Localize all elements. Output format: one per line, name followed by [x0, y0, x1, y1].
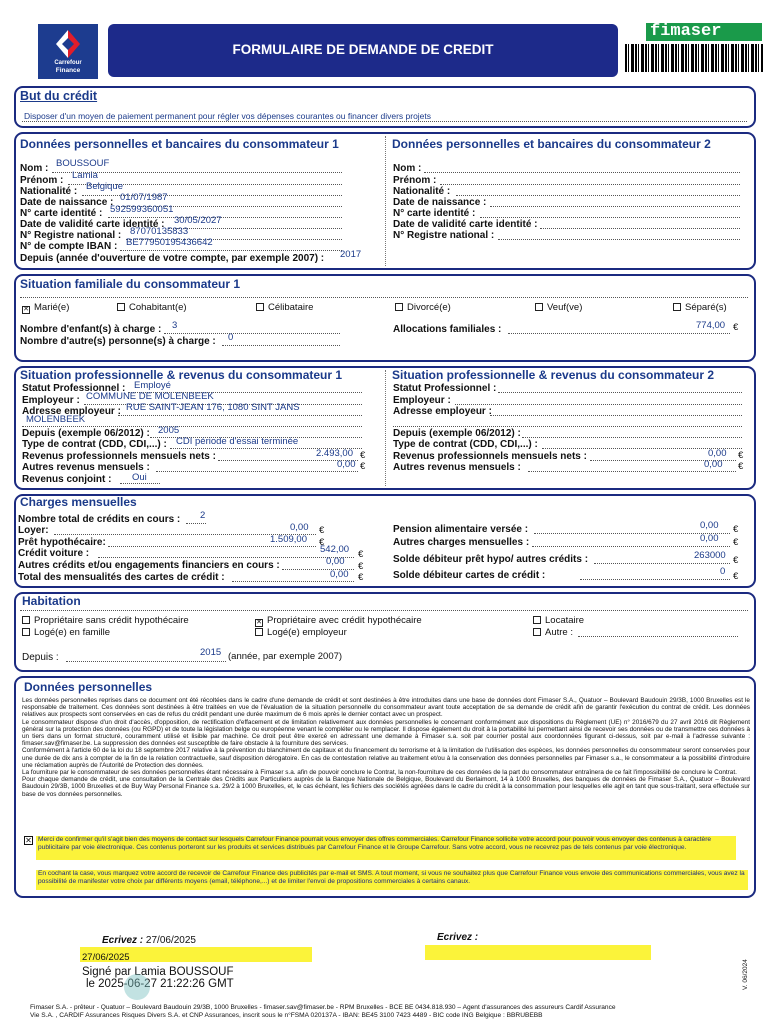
option-celibataire[interactable]: [256, 302, 313, 313]
c2-nom-label: Nom :: [393, 163, 422, 174]
written-date-value: 27/06/2025: [82, 952, 130, 963]
c1-prenom-label: Prénom :: [20, 175, 64, 186]
p2-depuis-label: Depuis (exemple 06/2012) :: [393, 428, 521, 439]
p2-employeur-dots: [455, 396, 742, 405]
ch-pension-euro: €: [733, 524, 739, 535]
autres-label: Nombre d'autre(s) personne(s) à charge :: [20, 336, 216, 347]
c1-validite-value[interactable]: 30/05/2027: [174, 215, 222, 226]
ch-solde-hypo-value[interactable]: 263000: [694, 550, 726, 561]
c1-iban-label: N° de compte IBAN :: [20, 241, 118, 252]
p1-adresse-label: Adresse employeur :: [22, 406, 121, 417]
option-celibataire-label: Célibataire: [268, 302, 314, 313]
ch-autres-credits-euro: €: [358, 561, 364, 572]
option-veuf[interactable]: [535, 302, 582, 313]
allocations-value[interactable]: 774,00: [696, 320, 726, 331]
consent-text-2: En cochant la case, vous marquez votre accord de recevoir de Carrefour Finance des publicités par e-mail et SMS. A tout moment, si vous ne souhaitez plus que Carrefour Finance vous envoie des communications commerciales, vous avez la possibilité de manifester votre choix par différents moyens (email, téléphone,...) et de limiter l'envoi de propositions commerciales à certains canaux.: [38, 870, 745, 885]
version-label: V. 06/2024: [742, 959, 749, 990]
footer: [30, 1004, 720, 1020]
donnees-title: Données personnelles: [24, 680, 153, 694]
ch-solde-cartes-dots: [580, 571, 730, 580]
checkbox-icon: [255, 628, 263, 636]
hab-option-locataire-label: Locataire: [545, 615, 585, 626]
c2-carte-label: N° carte identité :: [393, 208, 476, 219]
hab-option-prop-avec-label: Propriétaire avec crédit hypothécaire: [267, 615, 422, 626]
familiale-title: Situation familiale du consommateur 1: [20, 277, 241, 291]
hab-option-locataire[interactable]: [533, 615, 584, 626]
p2-adresse-dots2: [393, 418, 742, 427]
ch-voiture-dots: [98, 549, 354, 558]
p1-revenus-value[interactable]: 2.493,00: [316, 448, 353, 459]
ch-hypo-value[interactable]: 1.509,00: [270, 534, 307, 545]
p2-revenus-value[interactable]: 0,00: [708, 448, 727, 459]
signature-stamp: [82, 966, 242, 990]
habitation-title: Habitation: [22, 594, 81, 608]
ch-autres-charges-value[interactable]: 0,00: [700, 533, 719, 544]
c2-prenom-dots: [440, 176, 740, 185]
autres-value[interactable]: 0: [228, 332, 234, 343]
donnees-para-2: Le consommateur dispose d'un droit d'accès, d'opposition, de rectification d'effacement et de limitation relativement aux données personnelles le concernant conformément aux dispositions du Règlement (UE) n° 2016/679 du 27 avril 2016 dit Règlement général sur la protection des données (ou RGPD) et de toute la législation belge ou européenne venant le compléter ou le remplacer. Il dispose également du droit à la portabilité lui permettant ainsi de recevoir ses données ou de transmettre ces données à un tiers dans un format structuré, couramment utilisé et lisible par machine. Ce droit peut être exercé en adressant une demande à Fimaser s.a. soit par courrier postal aux coordonnées figurant ci-dessus, soit par e-mail à l'adresse suivante : fimaser.sav@fimaser.be. La suppression des données est susceptible de faire obstacle à la fourniture des services.: [22, 718, 750, 748]
hab-option-prop-sans[interactable]: [22, 615, 189, 626]
c2-naissance-dots: [490, 198, 740, 207]
p1-adresse-value2[interactable]: MOLENBEEK: [26, 414, 86, 425]
p1-autres-label: Autres revenus mensuels :: [22, 462, 150, 473]
ch-pension-label: Pension alimentaire versée :: [393, 524, 529, 535]
option-marie[interactable]: [22, 302, 69, 314]
page-title: FORMULAIRE DE DEMANDE DE CREDIT: [232, 42, 494, 57]
pro2-title: Situation professionnelle & revenus du consommateur 2: [392, 368, 715, 382]
signed-by: Signé par Lamia BOUSSOUF: [82, 966, 234, 978]
ch-hypo-label: Prêt hypothécaire:: [18, 537, 106, 548]
checkbox-checked-icon: ✕: [256, 619, 262, 626]
charges-title: Charges mensuelles: [20, 495, 137, 509]
autres-dots: [222, 337, 340, 346]
hab-option-prop-sans-label: Propriétaire sans crédit hypothécaire: [34, 615, 189, 626]
checkbox-icon: [117, 303, 125, 311]
p2-adresse-dots: [490, 407, 742, 416]
donnees-para-3: Conformément à l'article 60 de la loi du 18 septembre 2017 relative à la prévention du blanchiment de capitaux et du financement du terrorisme et à la limitation de l'utilisation des espèces, les données personnelles du consommateur seront conservées pour une durée de dix ans à compter de la fin de la relation contractuelle, sauf disposition dérogatoire. En cas de contestation relative au traitement et/ou à la conservation des données personnelles par Fimaser s.a., le consommateur a la possibilité d'introduire une réclamation auprès de l'Autorité de Protection des données.: [22, 747, 750, 769]
consumer2-title: Données personnelles et bancaires du consommateur 2: [392, 137, 711, 151]
p1-depuis-value[interactable]: 2005: [158, 425, 180, 436]
c2-nationalite-label: Nationalité :: [393, 186, 451, 197]
p2-contrat-label: Type de contrat (CDD, CDI,...) :: [393, 439, 538, 450]
hab-option-employeur-label: Logé(e) employeur: [267, 627, 347, 638]
donnees-para-5: Pour chaque demande de crédit, une consultation de la Centrale des Crédits aux Particuliers auprès de la Banque Nationale de Belgique, Boulevard du Berlaimont, 14 à 1000 Bruxelles, des banques de données de Fimaser S.A., Quatuor – Boulevard Baudouin 29/3B, 1000 Bruxelles et de Buy Way Personal Finance s.a. 29/2 à 1000 Bruxelles, et, le cas échéant, les fichiers des sociétés agréées dans le cadre du crédit à la consommation pour lesquelles elle agit en tant que sous-traitant, sera effectuée sur base de vos données personnelles.: [22, 776, 750, 798]
p2-depuis-dots: [522, 429, 742, 438]
p1-autres-dots: [156, 463, 358, 472]
p2-employeur-label: Employeur :: [393, 395, 451, 406]
hab-option-famille-label: Logé(e) en famille: [34, 627, 111, 638]
c1-validite-label: Date de validité carte identité :: [20, 219, 165, 230]
p1-conjoint-value[interactable]: Oui: [132, 472, 147, 483]
p1-employeur-value[interactable]: COMMUNE DE MOLENBEEK: [86, 391, 214, 402]
ch-cartes-label: Total des mensualités des cartes de crédit :: [18, 572, 225, 583]
ch-solde-hypo-euro: €: [733, 555, 739, 566]
ch-cartes-euro: €: [358, 572, 364, 583]
option-separe-label: Séparé(s): [685, 302, 727, 313]
p1-autres-euro: €: [360, 461, 366, 472]
fimaser-text: fimaser: [650, 22, 722, 41]
c1-nationalite-value[interactable]: Belgique: [86, 181, 123, 192]
ch-pension-value[interactable]: 0,00: [700, 520, 719, 531]
footer-line1: Fimaser S.A. - prêteur - Quatuor – Boulevard Baudouin 29/3B, 1000 Bruxelles - fimaser.sav@fimaser.be - RPM Bruxelles - BCE BE 0434.818.930 – Agent d'assurances des assureurs Cardif Assurance: [30, 1004, 616, 1011]
checkbox-icon: [535, 303, 543, 311]
c2-registre-label: N° Registre national :: [393, 230, 495, 241]
hab-option-autre[interactable]: [533, 627, 573, 638]
donnees-text: [22, 697, 750, 798]
checkbox-icon: [533, 628, 541, 636]
checkbox-icon: [673, 303, 681, 311]
c1-prenom-value[interactable]: Lamia: [72, 170, 98, 181]
ch-total-value[interactable]: 2: [200, 510, 206, 521]
p2-revenus-euro: €: [738, 450, 744, 461]
c1-carte-value[interactable]: 592599360051: [110, 204, 174, 215]
brand-line1: Carrefour: [54, 60, 82, 66]
c1-iban-value[interactable]: BE77950195436642: [126, 237, 213, 248]
consent-checkbox[interactable]: ✕: [25, 836, 32, 845]
c1-nationalite-label: Nationalité :: [20, 186, 78, 197]
checkbox-icon: [395, 303, 403, 311]
checkbox-checked-icon: ✕: [23, 306, 29, 313]
p2-autres-value[interactable]: 0,00: [704, 459, 723, 470]
consumer-divider: [385, 136, 386, 266]
option-divorce[interactable]: [395, 302, 451, 313]
p2-adresse-label: Adresse employeur :: [393, 406, 492, 417]
p2-autres-euro: €: [738, 461, 744, 472]
ch-hypo-euro: €: [319, 537, 325, 548]
carrefour-logo: [38, 24, 98, 79]
option-divorce-label: Divorcé(e): [407, 302, 451, 313]
checkbox-icon: [533, 616, 541, 624]
p1-contrat-label: Type de contrat (CDD, CDI,...) :: [22, 439, 167, 450]
ecrivez1: [102, 935, 196, 946]
but-credit-dots: [22, 113, 747, 122]
consumer1-title: Données personnelles et bancaires du consommateur 1: [20, 137, 339, 151]
hab-option-famille[interactable]: [22, 627, 110, 638]
enfants-label: Nombre d'enfant(s) à charge :: [20, 324, 162, 335]
c2-carte-dots: [480, 209, 740, 218]
ch-total-label: Nombre total de crédits en cours :: [18, 514, 181, 525]
c1-registre-value[interactable]: 87070135833: [130, 226, 189, 237]
p1-statut-value[interactable]: Employé: [134, 380, 171, 391]
pro-divider: [385, 370, 386, 486]
signed-date: le 2025-06-27 21:22:26 GMT: [86, 978, 234, 990]
p1-statut-label: Statut Professionnel :: [22, 383, 126, 394]
checkbox-icon: [22, 616, 30, 624]
ch-autres-charges-euro: €: [733, 537, 739, 548]
hab-depuis-label: Depuis :: [22, 652, 59, 663]
ch-solde-cartes-label: Solde débiteur cartes de crédit :: [393, 570, 546, 581]
p1-revenus-label: Revenus professionnels mensuels nets :: [22, 451, 216, 462]
option-veuf-label: Veuf(ve): [547, 302, 583, 313]
hab-autre-dots: [578, 628, 738, 637]
ch-voiture-label: Crédit voiture :: [18, 548, 90, 559]
option-marie-label: Marié(e): [34, 302, 70, 313]
checkbox-icon: [22, 628, 30, 636]
footer-line2: Vie S.A. , CARDIF Assurances Risques Divers S.A. et CNP Assurances, inscrit sous le n°FSMA 020137A - IBAN: BE45 3100 7423 4489 - BIC code ING Belgique : BBRUBEBB: [30, 1012, 543, 1019]
fimaser-label: [646, 23, 762, 41]
c1-nom-label: Nom :: [20, 163, 49, 174]
ch-solde-cartes-euro: €: [733, 571, 739, 582]
p1-conjoint-label: Revenus conjoint :: [22, 474, 112, 485]
barcode: [625, 44, 763, 72]
signature-seal-icon: [124, 974, 150, 1000]
p1-depuis-label: Depuis (exemple 06/2012) :: [22, 428, 150, 439]
p1-adresse-dots2: [22, 418, 362, 427]
written-field-2[interactable]: [425, 945, 651, 960]
p1-contrat-value[interactable]: CDI période d'essai terminée: [176, 436, 299, 447]
form-title-banner: [108, 24, 618, 77]
consent-text-1: Merci de confirmer qu'il s'agit bien des moyens de contact sur lesquels Carrefour Finance pourrait vous envoyer des offres commerciales. Carrefour Finance sollicite votre accord pour pouvoir vous envoyer des contenus à caractère publicitaire par voie électronique. Ces contenus porteront sur les produits et services distribués par Carrefour Finance et le Groupe Carrefour. Sans votre accord, vous ne recevrez pas de tels contenus par voie électronique.: [38, 836, 712, 851]
c2-validite-dots: [540, 220, 740, 229]
hab-option-prop-avec[interactable]: [255, 615, 422, 627]
p1-employeur-label: Employeur :: [22, 395, 80, 406]
ch-autres-credits-value[interactable]: 0,00: [326, 556, 345, 567]
c2-nationalite-dots: [456, 187, 740, 196]
p1-adresse-value1[interactable]: RUE SAINT-JEAN 176, 1080 SINT JANS: [126, 402, 300, 413]
ch-autres-charges-label: Autres charges mensuelles :: [393, 537, 530, 548]
ch-cartes-value[interactable]: 0,00: [330, 569, 349, 580]
c1-depuis-value[interactable]: 2017: [340, 249, 362, 260]
hab-option-employeur[interactable]: [255, 627, 347, 638]
option-cohabitant-label: Cohabitant(e): [129, 302, 187, 313]
p2-revenus-label: Revenus professionnels mensuels nets :: [393, 451, 587, 462]
hab-option-autre-label: Autre :: [545, 627, 573, 638]
but-credit-text: Disposer d'un moyen de paiement permanent pour régler vos dépenses courantes ou financer divers projets: [24, 111, 432, 121]
option-cohabitant[interactable]: [117, 302, 187, 313]
carrefour-logo-icon: [38, 26, 98, 62]
habitation-title-dots: [20, 602, 748, 611]
c1-naissance-label: Date de naissance :: [20, 197, 114, 208]
option-separe[interactable]: [673, 302, 727, 313]
ch-voiture-euro: €: [358, 549, 364, 560]
c1-registre-label: N° Registre national :: [20, 230, 122, 241]
ch-loyer-euro: €: [319, 525, 325, 536]
ch-loyer-value[interactable]: 0,00: [290, 522, 309, 533]
c2-prenom-label: Prénom :: [393, 175, 437, 186]
enfants-value[interactable]: 3: [172, 320, 178, 331]
c2-nom-dots: [424, 164, 740, 173]
allocations-label: Allocations familiales :: [393, 324, 502, 335]
p2-statut-label: Statut Professionnel :: [393, 383, 497, 394]
brand-line2: Finance: [55, 67, 81, 74]
ch-solde-hypo-label: Solde débiteur prêt hypo/ autres crédits :: [393, 554, 589, 565]
c1-depuis-label: Depuis (année d'ouverture de votre compte, par exemple 2007) :: [20, 253, 325, 264]
ch-autres-credits-label: Autres crédits et/ou engagements financiers en cours :: [18, 560, 280, 571]
c1-nom-value[interactable]: BOUSSOUF: [56, 158, 110, 169]
p1-revenus-euro: €: [360, 450, 366, 461]
checkbox-icon: [256, 303, 264, 311]
hab-depuis-suffix: (année, par exemple 2007): [228, 651, 343, 662]
ecrivez1-value: 27/06/2025: [145, 935, 196, 946]
written-date-field[interactable]: [80, 947, 312, 962]
allocations-euro: €: [733, 322, 739, 333]
ch-voiture-value[interactable]: 542,00: [320, 544, 350, 555]
p2-autres-label: Autres revenus mensuels :: [393, 462, 521, 473]
familiale-title-dots: [20, 289, 748, 298]
pro1-title: Situation professionnelle & revenus du consommateur 1: [20, 368, 343, 382]
but-credit-title: But du crédit: [20, 89, 98, 103]
p2-statut-dots: [498, 384, 742, 393]
c1-carte-label: N° carte identité :: [20, 208, 103, 219]
ch-solde-cartes-value[interactable]: 0: [720, 566, 726, 577]
c2-validite-label: Date de validité carte identité :: [393, 219, 538, 230]
ecrivez1-label: Ecrivez :: [102, 935, 144, 946]
c1-naissance-value[interactable]: 01/07/1987: [120, 192, 168, 203]
p1-autres-value[interactable]: 0,00: [337, 459, 356, 470]
c2-naissance-label: Date de naissance :: [393, 197, 487, 208]
donnees-para-4: La fourniture par le consommateur de ses données personnelles étant nécessaire à Fimaser s.a. afin de pouvoir conclure le Contrat, la non-fourniture de ces données de la part du consommateur entraînera de ce fait l'impossibilité de conclure le Contrat.: [22, 769, 737, 777]
c2-registre-dots: [498, 231, 740, 240]
ch-loyer-label: Loyer:: [18, 525, 49, 536]
donnees-para-1: Les données personnelles reprises dans ce document ont été récoltées dans le cadre d'une demande de crédit et sont destinées à être introduites dans une base de données dont Fimaser S.A., Quatuor – Boulevard Baudouin 29/3B, 1000 Bruxelles est le responsable de traitement. Ces données sont destinées à être traitées en vue de l'évaluation de la situation personnelle du consommateur avant toute acceptation de sa demande de crédit afin de garantir l'exécution du contrat de crédit. Les données relatives aux prospects sont conservées en cas de refus du crédit pendant une durée maximum de 6 mois après le dernier contact avec un prospect.: [22, 697, 750, 719]
hab-depuis-value[interactable]: 2015: [200, 647, 222, 658]
ecrivez2-label: Ecrivez :: [437, 932, 479, 943]
enfants-dots: [164, 325, 340, 334]
